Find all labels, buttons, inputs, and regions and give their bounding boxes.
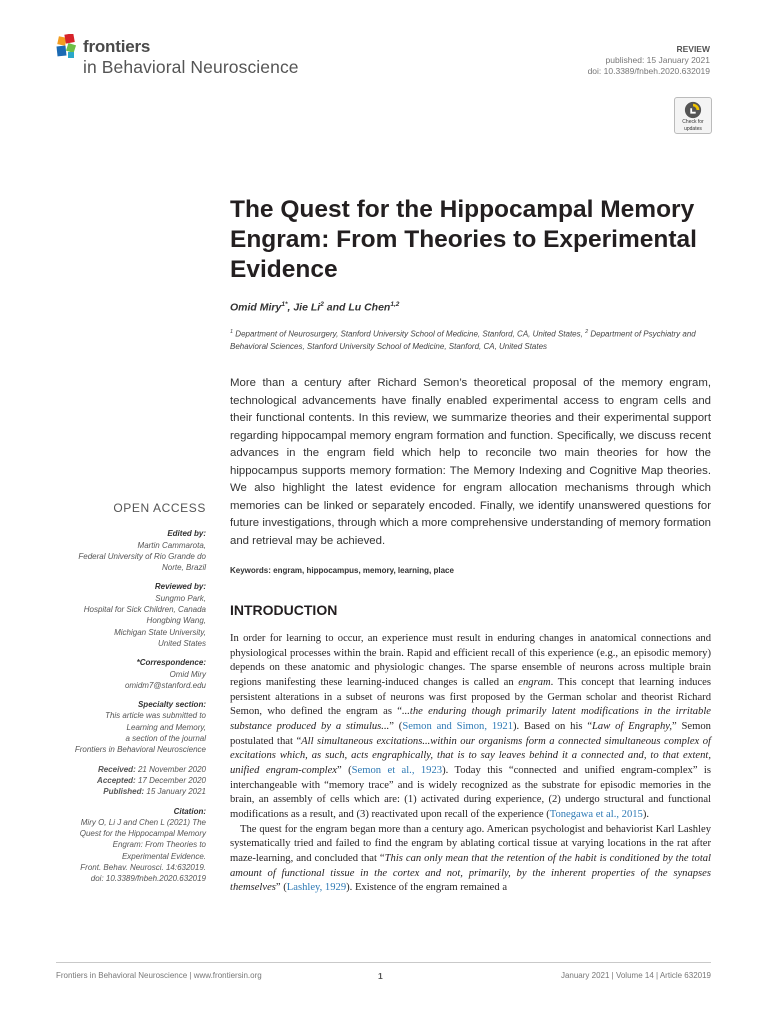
author-name[interactable]: Omid Miry [230, 301, 282, 314]
article-title: The Quest for the Hippocampal Memory Engram: From Theories to Experimental Evidence [230, 196, 697, 283]
body-text [230, 632, 711, 896]
badge-label-2: updates [684, 125, 702, 132]
abstract: More than a century after Richard Semon’s theoretical proposal of the memory engram, technological advancements have finally enabled experimental access to engram cells and their functional contents. In this review, we summarize theories and their experimental support regarding hippocampal memory engram formation and function. Specifically, we discuss recent advances in the engram field which help to reconcile two main theories for how the hippocampus supports memory formation: The Memory Indexing and Cognitive Map theories. We also highlight the latest evidence for engram allocation mechanisms through which memories can be linked or separately encoded. Finally, we identify unanswered questions for future investigations, through which a more comprehensive understanding of memory formation and retrieval may be achieved. [230, 377, 711, 547]
section-heading-introduction: INTRODUCTION [230, 602, 338, 618]
correspondence-email[interactable]: omidm7@stanford.edu [124, 680, 206, 690]
article-meta [588, 44, 710, 77]
author-affiliation-mark: 1,2 [390, 301, 400, 308]
open-access-label: OPEN ACCESS [113, 501, 206, 515]
citation-link[interactable]: Semon and Simon, 1921 [402, 720, 514, 732]
article-dates: Received: 21 November 2020 Accepted: 17 December 2020 Published: 15 January 2021 [97, 764, 206, 797]
author-affiliation-mark: 2 [320, 301, 324, 308]
specialty-section: Specialty section: This article was submitted to Learning and Memory, a section of the journal Frontiers in Behavioral Neuroscience [74, 700, 206, 755]
reviewed-by: Reviewed by: Sungmo Park, Hospital for Sick Children, Canada Hongbing Wang, Michigan State University, United States [83, 582, 206, 648]
citation-link[interactable]: Semon et al., 1923 [351, 764, 443, 776]
affiliation-number: 2 [585, 329, 589, 335]
keywords: Keywords: engram, hippocampus, memory, learning, place [230, 566, 454, 575]
article-info-sidebar [46, 503, 206, 893]
citation-link[interactable]: Tonegawa et al., 2015 [549, 808, 643, 820]
author-affiliation-mark: 1* [281, 301, 288, 308]
journal-name: in Behavioral Neuroscience [83, 57, 299, 77]
footer-issue-info: January 2021 | Volume 14 | Article 632019 [560, 971, 711, 980]
author-list [230, 301, 399, 314]
body-paragraph: In order for learning to occur, an experience must result in enduring changes in anatomical connections and physiological processes within the brain. Rapid and efficient recall of this experience (e.g., an episodic memory) depends on these anatomic and physiologic changes. The sparse ensemble of neurons across multiple brain regions manifesting these learning-induced changes is called an engram. This concept that learning induces persistent alterations in a subset of neurons was first proposed by the German scholar and theorist Richard Semon, who defined the engram as “...the enduring though primarily latent modifications in the irritable substance produced by a stimulus...” (Semon and Simon, 1921). Based on his “Law of Engraphy,” Semon postulated that “All simultaneous excitations...within our organisms form a connected simultaneous complex of excitations which, as such, acts engraphically, that is to say leaves behind it a connected and, to that extent, unified engram-complex” (Semon et al., 1923). Today this “connected and unified engram-complex” is interchangeable with “memory trace” and is widely recognized as the substrate for episodic memories in the brain, an assembly of cells which are: (1) activated during experience, (2) undergo structural and functional modifications as a result, and (3) reactivated upon recall of the experience (Tonegawa et al., 2015). [230, 633, 712, 820]
footer-journal-link[interactable]: Frontiers in Behavioral Neuroscience | www.frontiersin.org [56, 971, 262, 980]
affiliation-number: 1 [230, 329, 234, 335]
badge-label-1: Check for [682, 119, 704, 125]
citation-link[interactable]: Lashley, 1929 [286, 882, 347, 894]
frontiers-logo-icon [56, 34, 82, 60]
author-separator: , [287, 301, 294, 314]
citation: Citation: Miry O, Li J and Chen L (2021) The Quest for the Hippocampal Memory Engram: From Theories to Experimental Evidence. Front. Behav. Neurosci. 14:632019. doi: 10.3389/fnbeh.2020.632019 [46, 806, 206, 885]
affiliation-text: Department of Psychiatry and Behavioral Sciences, Stanford University School of Medicine, Stanford, CA, United States [230, 329, 696, 351]
doi-link[interactable]: doi: 10.3389/fnbeh.2020.632019 [587, 66, 710, 76]
check-for-updates-badge[interactable] [674, 97, 712, 134]
brand-name: frontiers [83, 37, 151, 56]
published-date: published: 15 January 2021 [605, 55, 710, 65]
affiliations [230, 326, 700, 353]
footer-divider [56, 962, 711, 963]
body-paragraph: The quest for the engram began more than a century ago. American psychologist and behaviorist Karl Lashley systematically tried and failed to find the engram by ablating cortical tissue at varying locations in the rat after maze-learning, and concluded that “This can only mean that the retention of the habit is conditioned by the total amount of functional tissue in the cortex and not, primarily, by the inherent properties of the synapses themselves” (Lashley, 1929). Existence of the engram remained a [230, 823, 711, 894]
edited-by: Edited by: Martin Cammarota, Federal University of Rio Grande do Norte, Brazil [78, 529, 206, 573]
author-separator: and [323, 301, 349, 314]
affiliation-text: Department of Neurosurgery, Stanford University School of Medicine, Stanford, CA, United States, [233, 329, 586, 339]
author-name[interactable]: Lu Chen [348, 301, 391, 314]
check-updates-icon [684, 101, 702, 119]
article-type: REVIEW [676, 44, 710, 54]
citation-doi[interactable]: doi: 10.3389/fnbeh.2020.632019 [90, 874, 206, 884]
page-number: 1 [378, 971, 383, 981]
correspondence: *Correspondence: Omid Miry omidm7@stanford.edu [46, 657, 206, 691]
author-name[interactable]: Jie Li [293, 301, 321, 314]
